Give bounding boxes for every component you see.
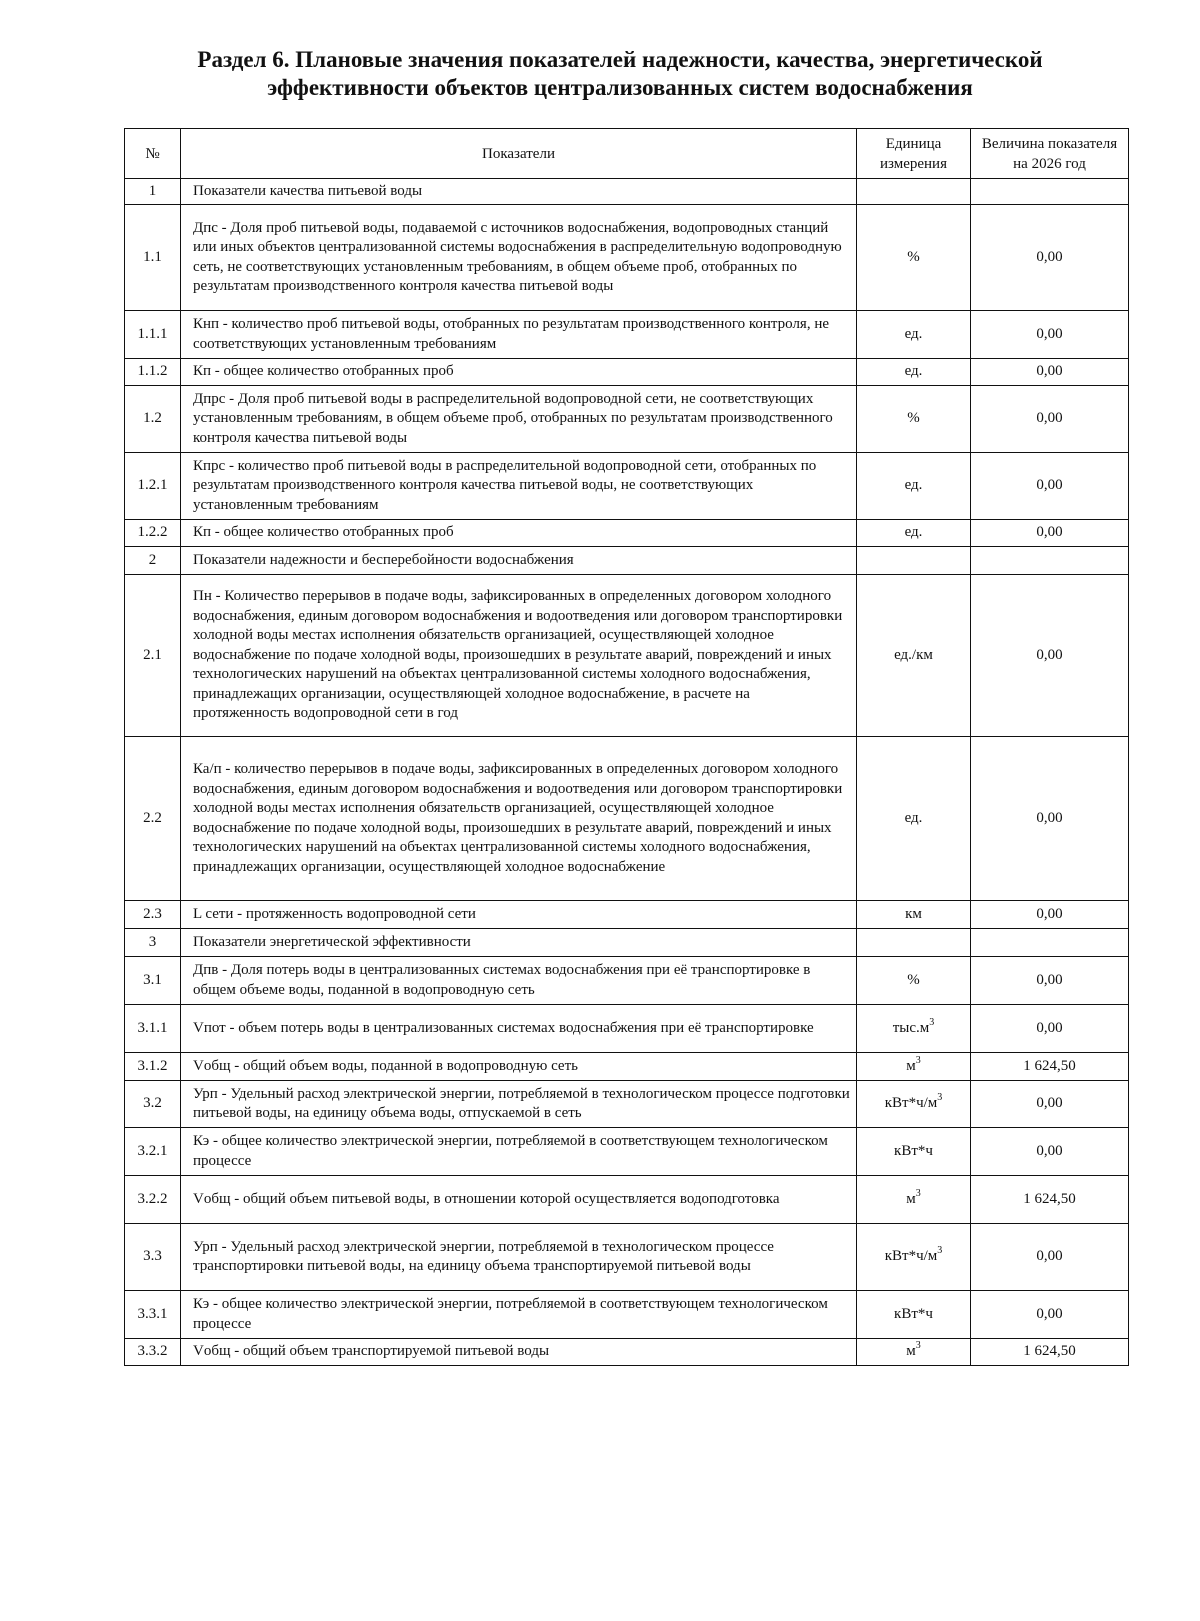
row-unit-text: ед.: [904, 325, 923, 342]
indicators-table: [124, 128, 1129, 1366]
row-value: [971, 929, 1129, 957]
table-row: [125, 957, 1129, 1005]
row-indicator: Кнп - количество проб питьевой воды, отобранных по результатам производственного контроля, не соответствующих установленным требованиям: [181, 311, 857, 359]
row-unit-superscript: 3: [929, 1016, 935, 1028]
row-number: 3.1: [125, 957, 181, 1005]
row-unit: [857, 205, 971, 311]
row-number: 1.1.1: [125, 311, 181, 359]
row-unit: [857, 547, 971, 575]
row-value: 0,00: [971, 1128, 1129, 1176]
row-number: 2: [125, 547, 181, 575]
row-value: 1 624,50: [971, 1339, 1129, 1366]
row-value: [971, 179, 1129, 205]
row-number: 2.3: [125, 901, 181, 929]
row-value: 0,00: [971, 453, 1129, 520]
table-row: [125, 520, 1129, 547]
row-unit-text: кВт*ч: [894, 1305, 933, 1322]
row-number: 3.2.2: [125, 1176, 181, 1224]
row-number: 3.3: [125, 1224, 181, 1291]
row-unit-text: кВт*ч/м: [884, 1248, 938, 1265]
row-value: 0,00: [971, 1081, 1129, 1128]
row-value: 0,00: [971, 359, 1129, 386]
row-indicator: Кп - общее количество отобранных проб: [181, 359, 857, 386]
row-number: 3.1.2: [125, 1053, 181, 1081]
row-number: 2.2: [125, 737, 181, 901]
row-value: 0,00: [971, 205, 1129, 311]
row-indicator: Показатели качества питьевой воды: [181, 179, 857, 205]
row-unit-text: ед.: [904, 809, 923, 826]
row-unit: [857, 1224, 971, 1291]
row-value: 0,00: [971, 386, 1129, 453]
row-number: 1.2.1: [125, 453, 181, 520]
row-value: 0,00: [971, 901, 1129, 929]
table-header-row: [125, 129, 1129, 179]
row-unit-text: м: [906, 1190, 916, 1207]
row-unit-text: км: [905, 905, 922, 922]
row-unit-superscript: 3: [915, 1187, 921, 1199]
table-row: [125, 1128, 1129, 1176]
table-row: [125, 1339, 1129, 1366]
row-unit-text: ед.: [904, 363, 923, 380]
header-indicator: Показатели: [181, 129, 857, 179]
row-value: 0,00: [971, 1005, 1129, 1053]
row-indicator: Vпот - объем потерь воды в централизованных системах водоснабжения при её транспортировке: [181, 1005, 857, 1053]
row-value: 0,00: [971, 520, 1129, 547]
row-indicator: Урп - Удельный расход электрической энергии, потребляемой в технологическом процессе подготовки питьевой воды, на единицу объема воды, отпускаемой в сеть: [181, 1081, 857, 1128]
header-value: [971, 129, 1129, 179]
row-indicator: Vобщ - общий объем питьевой воды, в отношении которой осуществляется водоподготовка: [181, 1176, 857, 1224]
row-value: 0,00: [971, 957, 1129, 1005]
section-title: [120, 46, 1120, 102]
row-number: 3.2.1: [125, 1128, 181, 1176]
header-value-line-2: на 2026 год: [1013, 155, 1086, 172]
row-indicator: Пн - Количество перерывов в подаче воды, зафиксированных в определенных договором холодного водоснабжения, единым договором водоснабжения и водоотведения или договором транспортировки холодной воды местах исполнения обязательств организацией, осуществляющей холодное водоснабжение по подаче холодной воды, произошедших в результате аварий, повреждений и иных технологических нарушений на объектах централизованной системы холодного водоснабжения, принадлежащих организации, осуществляющей холодное водоснабжение, в расчете на протяженность водопроводной сети в год: [181, 575, 857, 737]
row-unit-text: ед.: [904, 524, 923, 541]
row-indicator: Кэ - общее количество электрической энергии, потребляемой в соответствующем технологическом процессе: [181, 1128, 857, 1176]
row-unit: [857, 957, 971, 1005]
header-unit-line-1: Единица: [885, 135, 942, 152]
row-number: 1.1: [125, 205, 181, 311]
section-title-line-2: эффективности объектов централизованных систем водоснабжения: [267, 75, 973, 100]
row-number: 2.1: [125, 575, 181, 737]
table-row: [125, 575, 1129, 737]
row-unit: [857, 386, 971, 453]
row-unit: [857, 1053, 971, 1081]
table-row: [125, 547, 1129, 575]
table-row: [125, 311, 1129, 359]
header-unit: [857, 129, 971, 179]
row-value: 1 624,50: [971, 1053, 1129, 1081]
row-number: 3: [125, 929, 181, 957]
row-unit: [857, 1339, 971, 1366]
row-number: 1.1.2: [125, 359, 181, 386]
row-unit: [857, 1081, 971, 1128]
row-indicator: Дпс - Доля проб питьевой воды, подаваемой с источников водоснабжения, водопроводных станций или иных объектов централизованной системы водоснабжения в распределительную водопроводную сеть, не соответствующих установленным требованиям, в общем объеме проб, отобранных по результатам производственного контроля качества питьевой воды: [181, 205, 857, 311]
row-indicator: Vобщ - общий объем транспортируемой питьевой воды: [181, 1339, 857, 1366]
table-row: [125, 453, 1129, 520]
row-unit-superscript: 3: [937, 1092, 943, 1104]
row-unit-text: тыс.м: [892, 1019, 930, 1036]
row-value: 0,00: [971, 575, 1129, 737]
row-unit: [857, 1291, 971, 1339]
row-unit: [857, 311, 971, 359]
table-row: [125, 386, 1129, 453]
header-unit-line-2: измерения: [879, 155, 947, 172]
row-number: 3.3.1: [125, 1291, 181, 1339]
row-unit-superscript: 3: [937, 1245, 943, 1257]
row-unit: [857, 359, 971, 386]
row-unit-text: %: [907, 248, 920, 265]
row-indicator: Ка/п - количество перерывов в подаче воды, зафиксированных в определенных договором холодного водоснабжения, единым договором водоснабжения и водоотведения или договором транспортировки холодной воды местах исполнения обязательств организацией, осуществляющей холодное водоснабжение по подаче холодной воды, произошедших в результате аварий, повреждений и иных технологических нарушений на объектах централизованной системы холодного водоснабжения, принадлежащих организации, осуществляющей холодное водоснабжение: [181, 737, 857, 901]
table-row: [125, 179, 1129, 205]
table-row: [125, 359, 1129, 386]
table-row: [125, 1291, 1129, 1339]
row-unit: [857, 1128, 971, 1176]
row-value: 0,00: [971, 737, 1129, 901]
row-unit-text: м: [906, 1343, 916, 1360]
row-unit-text: м: [906, 1057, 916, 1074]
row-unit: [857, 575, 971, 737]
table-row: [125, 1176, 1129, 1224]
row-value: 1 624,50: [971, 1176, 1129, 1224]
row-unit: [857, 901, 971, 929]
table-row: [125, 1005, 1129, 1053]
row-number: 3.3.2: [125, 1339, 181, 1366]
row-indicator: Показатели энергетической эффективности: [181, 929, 857, 957]
row-unit: [857, 737, 971, 901]
row-unit-superscript: 3: [915, 1054, 921, 1066]
row-number: 3.2: [125, 1081, 181, 1128]
header-number: №: [125, 129, 181, 179]
row-unit-text: ед./км: [894, 646, 933, 663]
table-row: [125, 901, 1129, 929]
row-indicator: Кэ - общее количество электрической энергии, потребляемой в соответствующем технологическом процессе: [181, 1291, 857, 1339]
row-unit-text: %: [907, 971, 920, 988]
table-row: [125, 205, 1129, 311]
row-value: 0,00: [971, 311, 1129, 359]
row-indicator: Кпрс - количество проб питьевой воды в распределительной водопроводной сети, отобранных по результатам производственного контроля качества питьевой воды, не соответствующих установленным требованиям: [181, 453, 857, 520]
row-unit-text: кВт*ч: [894, 1142, 933, 1159]
row-value: 0,00: [971, 1291, 1129, 1339]
row-number: 1: [125, 179, 181, 205]
row-indicator: Vобщ - общий объем воды, поданной в водопроводную сеть: [181, 1053, 857, 1081]
table-row: [125, 1081, 1129, 1128]
row-value: 0,00: [971, 1224, 1129, 1291]
row-unit: [857, 929, 971, 957]
row-number: 3.1.1: [125, 1005, 181, 1053]
row-unit: [857, 179, 971, 205]
row-indicator: Урп - Удельный расход электрической энергии, потребляемой в технологическом процессе транспортировки питьевой воды, на единицу объема транспортируемой питьевой воды: [181, 1224, 857, 1291]
row-unit-text: %: [907, 410, 920, 427]
row-indicator: L сети - протяженность водопроводной сети: [181, 901, 857, 929]
row-indicator: Показатели надежности и бесперебойности водоснабжения: [181, 547, 857, 575]
row-unit-text: кВт*ч/м: [884, 1095, 938, 1112]
row-unit: [857, 520, 971, 547]
header-value-line-1: Величина показателя: [981, 135, 1118, 152]
row-indicator: Дпрс - Доля проб питьевой воды в распределительной водопроводной сети, не соответствующих установленным требованиям, в общем объеме проб, отобранных по результатам производственного контроля качества питьевой воды: [181, 386, 857, 453]
table-row: [125, 1053, 1129, 1081]
row-unit: [857, 453, 971, 520]
row-number: 1.2: [125, 386, 181, 453]
row-indicator: Дпв - Доля потерь воды в централизованных системах водоснабжения при её транспортировке в общем объеме воды, поданной в водопроводную сеть: [181, 957, 857, 1005]
row-value: [971, 547, 1129, 575]
table-row: [125, 929, 1129, 957]
section-title-line-1: Раздел 6. Плановые значения показателей надежности, качества, энергетической: [197, 47, 1043, 72]
row-unit-text: ед.: [904, 477, 923, 494]
row-unit: [857, 1176, 971, 1224]
row-number: 1.2.2: [125, 520, 181, 547]
table-row: [125, 737, 1129, 901]
table-row: [125, 1224, 1129, 1291]
row-unit-superscript: 3: [915, 1340, 921, 1352]
table-body: [125, 179, 1129, 1366]
row-unit: [857, 1005, 971, 1053]
row-indicator: Кп - общее количество отобранных проб: [181, 520, 857, 547]
